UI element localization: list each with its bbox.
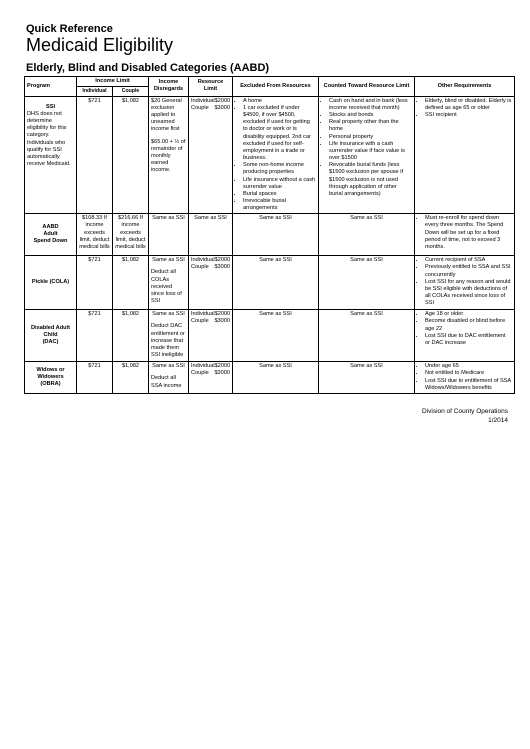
resource-value: $2000	[214, 311, 231, 318]
list-item: • Not entitled to Medicare	[425, 370, 512, 377]
income-couple: $1,082	[113, 96, 149, 214]
program-name: AABD	[42, 224, 59, 231]
resource-label: Individual	[191, 257, 215, 264]
col-header-resource-limit: Resource Limit	[189, 77, 233, 97]
disregard-text: $65.00 + ½ of remainder of monthly earned income.	[151, 138, 186, 174]
list-item: • 1 car excluded if under $4500, if over $4500, excluded if used for getting to doctor or work or is disability equipped. 2nd car excluded if used for self-employment in a trade or business.	[243, 105, 316, 162]
eligibility-table	[24, 76, 515, 394]
income-disregards	[149, 310, 189, 362]
resource-limit	[189, 256, 233, 310]
quick-reference-label: Quick Reference	[26, 23, 113, 35]
col-header-couple: Couple	[113, 87, 149, 97]
disregard-text: Same as SSI	[152, 311, 185, 318]
income-individual: $108.33 If income exceeds limit, deduct medical bills	[77, 214, 113, 256]
col-header-other-requirements: Other Requirements	[415, 77, 515, 97]
disregard-text: Same as SSI	[152, 363, 185, 370]
resource-label: Couple	[191, 370, 209, 377]
income-couple: $1,082	[113, 362, 149, 394]
income-disregards	[149, 362, 189, 394]
program-name: Disabled Adult Child	[31, 325, 70, 339]
list-item: • Irrevocable burial arrangements	[243, 198, 316, 212]
list-item: • Become disabled or blind before age 22	[425, 318, 512, 332]
list-item: • Real property other than the home	[329, 119, 412, 133]
program-cell	[25, 362, 77, 394]
list-item: • SSI recipient	[425, 112, 512, 119]
col-header-income-limit: Income Limit	[77, 77, 149, 87]
col-header-income-disregards: Income Disregards	[149, 77, 189, 97]
program-description: DHS does not determine eligibility for this category. Individuals who qualify for SSI automatically receive Medicaid.	[27, 110, 71, 168]
resource-value: $2000	[214, 363, 231, 370]
page-title: Medicaid Eligibility	[26, 35, 174, 55]
resource-label: Individual	[191, 363, 215, 370]
program-name: Widows or Widowers	[36, 366, 65, 381]
other-requirements	[415, 214, 515, 256]
resource-label: Individual	[191, 97, 215, 104]
income-couple: $1,082	[113, 256, 149, 310]
income-individual: $721	[77, 362, 113, 394]
program-cell	[25, 214, 77, 256]
excluded-resources: Same as SSI	[233, 256, 319, 310]
program-name: Pickle (COLA)	[25, 256, 77, 310]
disregard-text: Same as SSI	[152, 257, 185, 264]
counted-resources: Same as SSI	[319, 362, 415, 394]
footer-division: Division of County Operations	[422, 408, 508, 415]
resource-value: $3000	[214, 264, 230, 271]
list-item: • Lost SSI for any reason and would be SSI eligible with deductions of all COLAs received since loss of SSI	[425, 279, 512, 308]
resource-value: $3000	[214, 104, 230, 111]
income-disregards	[149, 256, 189, 310]
other-requirements	[415, 310, 515, 362]
excluded-resources: Same as SSI	[233, 310, 319, 362]
other-requirements	[415, 362, 515, 394]
list-item: • Cash on hand and in bank (less income received that month)	[329, 98, 412, 112]
income-individual: $721	[77, 310, 113, 362]
income-individual: $721	[77, 96, 113, 214]
resource-value: $3000	[214, 370, 230, 377]
disregard-text: Deduct all COLAs received since loss of SSI	[151, 269, 182, 305]
col-header-counted-resources: Counted Toward Resource Limit	[319, 77, 415, 97]
counted-resources	[319, 96, 415, 214]
list-item: • Under age 65	[425, 363, 512, 370]
program-cell	[25, 310, 77, 362]
program-cell	[25, 96, 77, 214]
program-name: SSI	[45, 103, 56, 110]
list-item: • Age 18 or older	[425, 311, 512, 318]
list-item: • Personal property	[329, 134, 412, 141]
list-item: • Revocable burial funds (less $1500 exclusion per spouse if $1500 exclusion is not used through application of other burial arrangements)	[329, 162, 412, 198]
table-row-pickle	[25, 256, 515, 310]
list-item: • Must re-enroll for spend down every three months. The Spend Down will be set up for a fixed period of time, not to exceed 3 months.	[425, 215, 512, 251]
list-item: • Life insurance without a cash surrender value	[243, 177, 316, 191]
list-item: • Current recipient of SSA	[425, 257, 512, 264]
col-header-excluded-resources: Excluded From Resources	[233, 77, 319, 97]
list-item: • Burial spaces	[243, 191, 316, 198]
resource-limit	[189, 362, 233, 394]
table-row-aabd	[25, 214, 515, 256]
resource-limit	[189, 96, 233, 214]
table-row-ssi	[25, 96, 515, 214]
list-item: • Previously entitled to SSA and SSI concurrently	[425, 264, 512, 278]
list-item: • A home	[243, 98, 316, 105]
list-item: • Some non-home income producing properties	[243, 162, 316, 176]
disregard-text: Deduct DAC entitlement or increase that made them SSI ineligible	[151, 323, 185, 359]
income-disregards: Same as SSI	[149, 214, 189, 256]
resource-label: Couple	[191, 264, 209, 271]
resource-label: Couple	[191, 104, 209, 111]
income-couple: $1,082	[113, 310, 149, 362]
resource-label: Individual	[191, 311, 215, 318]
other-requirements	[415, 256, 515, 310]
program-name: (OBRA)	[40, 381, 61, 388]
program-name: (DAC)	[42, 339, 59, 346]
income-couple: $216.66 If income exceeds limit, deduct medical bills	[113, 214, 149, 256]
page-subtitle: Elderly, Blind and Disabled Categories (AABD)	[26, 62, 270, 74]
excluded-resources: Same as SSI	[233, 214, 319, 256]
list-item: • Lost SSI due to entitlement of SSA Widows/Widowers benefits	[425, 378, 512, 392]
counted-resources: Same as SSI	[319, 214, 415, 256]
resource-label: Couple	[191, 318, 209, 325]
resource-limit: Same as SSI	[189, 214, 233, 256]
table-row-dac	[25, 310, 515, 362]
counted-resources: Same as SSI	[319, 310, 415, 362]
col-header-individual: Individual	[77, 87, 113, 97]
list-item: • Lost SSI due to DAC entitlement or DAC increase	[425, 333, 512, 347]
disregard-text: $20 General exclusion applied to unearned income first	[151, 97, 182, 133]
resource-limit	[189, 310, 233, 362]
resource-value: $2000	[214, 257, 231, 264]
list-item: • Stocks and bonds	[329, 112, 412, 119]
excluded-resources	[233, 96, 319, 214]
list-item: • Elderly, blind or disabled. Elderly is defined as age 65 or older	[425, 98, 512, 112]
counted-resources: Same as SSI	[319, 256, 415, 310]
footer-date: 1/2014	[488, 417, 508, 424]
excluded-resources: Same as SSI	[233, 362, 319, 394]
program-name: Spend Down	[33, 238, 68, 245]
other-requirements	[415, 96, 515, 214]
disregard-text: Deduct all SSA income	[151, 375, 182, 389]
table-row-widows	[25, 362, 515, 394]
program-name: Adult	[43, 231, 58, 238]
income-individual: $721	[77, 256, 113, 310]
col-header-program: Program	[25, 77, 77, 97]
income-disregards	[149, 96, 189, 214]
resource-value: $3000	[214, 318, 230, 325]
resource-value: $2000	[214, 97, 231, 104]
table-header-row	[25, 77, 515, 87]
list-item: • Life insurance with a cash surrender value if face value is over $1500	[329, 141, 412, 162]
